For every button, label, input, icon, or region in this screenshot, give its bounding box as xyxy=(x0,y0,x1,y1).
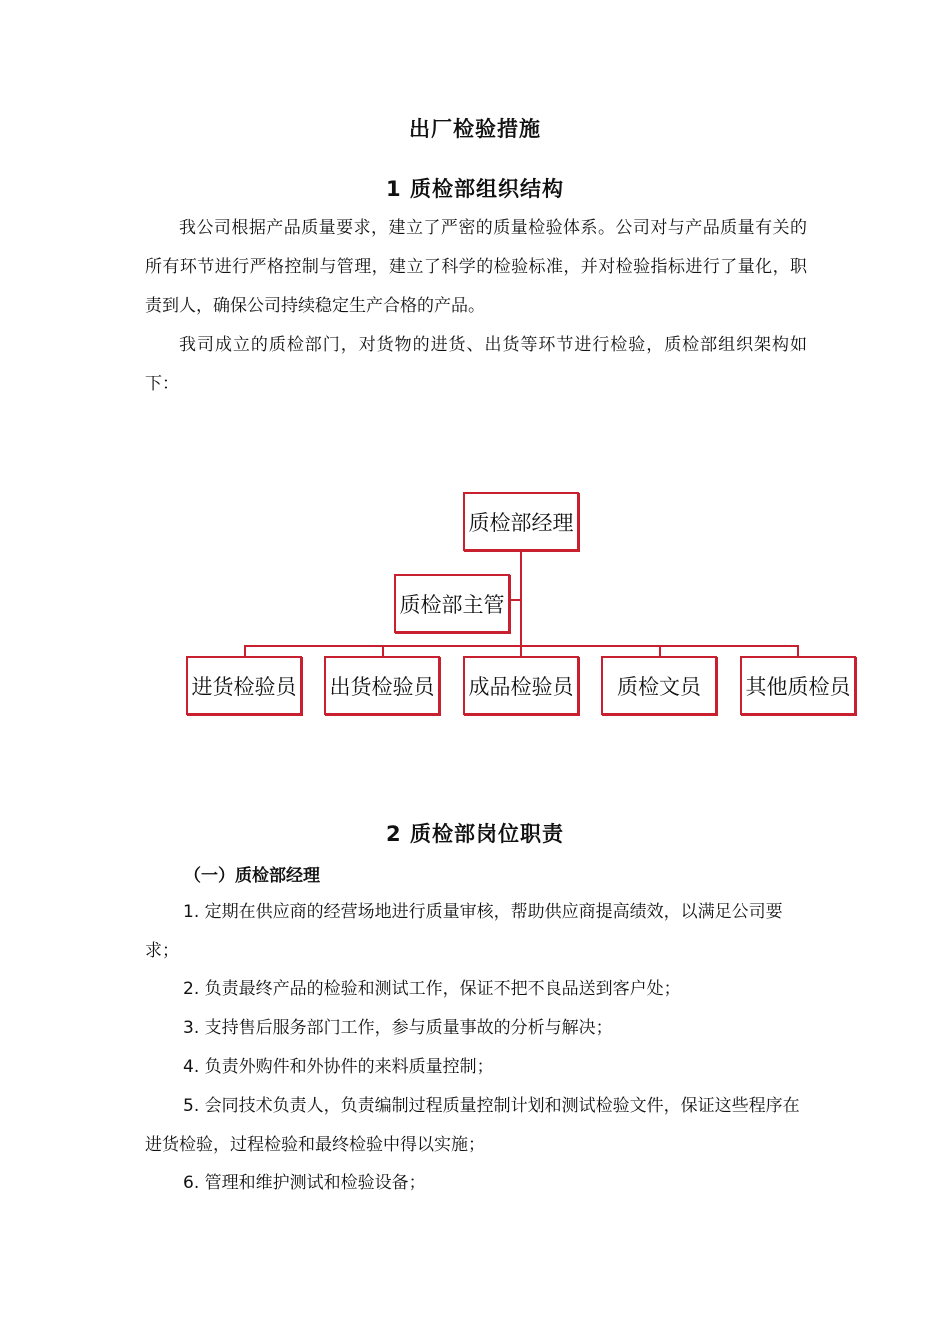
org-box-manager: 质检部经理 xyxy=(463,492,579,551)
duty-list-item: 3. 支持售后服务部门工作，参与质量事故的分析与解决； xyxy=(183,1018,613,1038)
org-box-staff: 质检文员 xyxy=(601,656,717,715)
document-title: 出厂检验措施 xyxy=(409,117,541,141)
org-box-staff: 成品检验员 xyxy=(463,656,579,715)
section1-paragraph-1: 我公司根据产品质量要求，建立了严密的质量检验体系。公司对与产品质量有关的所有环节进行严格控制与管理，建立了科学的检验标准，并对检验指标进行了量化，职责到人，确保公司持续稳定生产合格的产品。 xyxy=(145,218,807,316)
duty-list-item: 6. 管理和维护测试和检验设备； xyxy=(183,1173,426,1193)
duty-list-item: 2. 负责最终产品的检验和测试工作，保证不把不良品送到客户处； xyxy=(183,979,681,999)
org-box-staff: 进货检验员 xyxy=(186,656,302,715)
duty-list-item: 4. 负责外购件和外协件的来料质量控制； xyxy=(183,1057,494,1077)
duty-list-item: 5. 会同技术负责人，负责编制过程质量控制计划和测试检验文件，保证这些程序在进货检验，过程检验和最终检验中得以实施； xyxy=(145,1096,800,1155)
section1-heading: 1 质检部组织结构 xyxy=(386,177,564,201)
section2-heading: 2 质检部岗位职责 xyxy=(386,822,564,846)
section2-subheading: （一）质检部经理 xyxy=(184,866,320,886)
org-box-staff: 其他质检员 xyxy=(740,656,856,715)
section1-paragraph-2: 我司成立的质检部门，对货物的进货、出货等环节进行检验，质检部组织架构如下： xyxy=(145,335,807,394)
duty-list-item: 1. 定期在供应商的经营场地进行质量审核，帮助供应商提高绩效，以满足公司要求； xyxy=(145,902,783,961)
org-supervisor-connector xyxy=(508,599,522,601)
org-box-supervisor: 质检部主管 xyxy=(394,574,510,633)
org-box-staff: 出货检验员 xyxy=(324,656,440,715)
